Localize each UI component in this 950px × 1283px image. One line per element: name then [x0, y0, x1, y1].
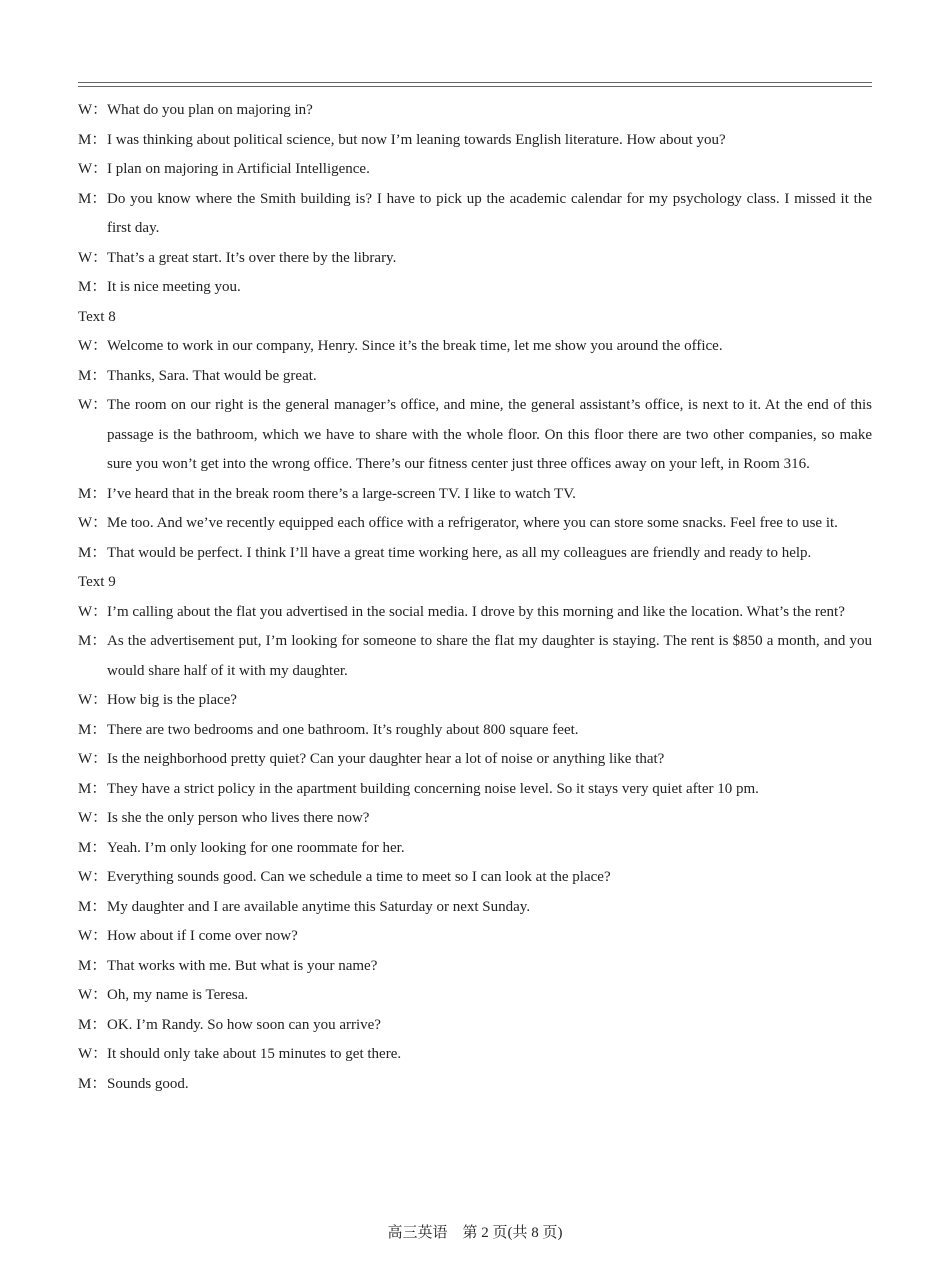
- dialogue-line: [78, 509, 872, 539]
- speaker-label: M：: [78, 957, 107, 974]
- dialogue-line: [78, 627, 872, 686]
- line-text: As the advertisement put, I’m looking for someone to share the flat my daughter is staying. The rent is $850 a month, and you would share half of it with my daughter.: [107, 633, 872, 679]
- line-text: My daughter and I are available anytime this Saturday or next Sunday.: [107, 898, 531, 915]
- dialogue-line: [78, 155, 872, 185]
- speaker-label: W：: [78, 249, 108, 266]
- dialogue-line: [78, 598, 872, 628]
- dialogue-line: [78, 1099, 872, 1129]
- line-text: Do you know where the Smith building is? I have to pick up the academic calendar for my psychology class. I missed it the first day.: [107, 190, 872, 236]
- speaker-label: W：: [78, 810, 108, 826]
- line-text: They have a strict policy in the apartment building concerning noise level. So it stays very quiet after 10 pm.: [107, 780, 759, 797]
- speaker-label: W：: [78, 751, 108, 767]
- line-text: How about if I come over now?: [107, 928, 298, 944]
- dialogue-line: [78, 922, 872, 952]
- line-text: There are two bedrooms and one bathroom. It’s roughly about 800 square feet.: [107, 721, 579, 738]
- speaker-label: M：: [78, 780, 107, 797]
- line-text: That works with me. But what is your name?: [107, 957, 378, 974]
- line-text: Sounds good.: [107, 1075, 189, 1092]
- speaker-label: M：: [78, 190, 107, 207]
- dialogue-line: [78, 1011, 872, 1041]
- line-text: That’s a great start. It’s over there by the library.: [107, 249, 397, 266]
- speaker-label: M：: [78, 839, 107, 856]
- speaker-label: W：: [78, 987, 108, 1003]
- dialogue-line: [78, 952, 872, 982]
- line-text: Everything sounds good. Can we schedule a time to meet so I can look at the place?: [107, 869, 611, 885]
- dialogue-line: [78, 834, 872, 864]
- dialogue-line: [78, 804, 872, 834]
- speaker-label: M：: [78, 1016, 107, 1033]
- section-heading: Text 8: [78, 308, 116, 325]
- header-rule-top: [78, 82, 872, 83]
- dialogue-line: [78, 893, 872, 923]
- speaker-label: W：: [78, 1046, 108, 1062]
- dialogue-line: [78, 332, 872, 362]
- line-text: Welcome to work in our company, Henry. Since it’s the break time, let me show you around the office.: [107, 338, 723, 354]
- line-text: Thanks, Sara. That would be great.: [107, 367, 317, 384]
- dialogue-line: [78, 775, 872, 805]
- line-text: Yeah. I’m only looking for one roommate for her.: [107, 839, 405, 856]
- speaker-label: W：: [78, 869, 108, 885]
- line-text: It should only take about 15 minutes to get there.: [107, 1046, 402, 1062]
- dialogue-line: [78, 480, 872, 510]
- dialogue-line: [78, 273, 872, 303]
- speaker-label: W：: [78, 102, 108, 118]
- speaker-label: M：: [78, 721, 107, 738]
- dialogue-line: [78, 745, 872, 775]
- section-heading: Text 9: [78, 574, 116, 590]
- line-text: I was thinking about political science, but now I’m leaning towards English literature. How about you?: [107, 131, 726, 148]
- line-text: I’ve heard that in the break room there’s a large-screen TV. I like to watch TV.: [107, 485, 576, 502]
- speaker-label: W：: [78, 603, 108, 620]
- speaker-label: W：: [78, 515, 108, 531]
- speaker-label: W：: [78, 397, 108, 413]
- line-text: Me too. And we’ve recently equipped each office with a refrigerator, where you can store some snacks. Feel free to use it.: [107, 515, 838, 531]
- speaker-label: W：: [78, 692, 108, 708]
- dialogue-line: [78, 96, 872, 126]
- dialogue-line: [78, 391, 872, 480]
- header-double-rule: [78, 82, 872, 87]
- speaker-label: M：: [78, 544, 107, 561]
- line-text: OK. I’m Randy. So how soon can you arrive?: [107, 1016, 381, 1033]
- header-rule-bottom: [78, 86, 872, 87]
- line-text: Is she the only person who lives there now?: [107, 810, 370, 826]
- line-text: That would be perfect. I think I’ll have a great time working here, as all my colleagues are friendly and ready to help.: [107, 544, 812, 561]
- line-text: What do you plan on majoring in?: [107, 102, 313, 118]
- speaker-label: W：: [78, 928, 108, 944]
- speaker-label: M：: [78, 367, 107, 384]
- line-text: I’m calling about the flat you advertised in the social media. I drove by this morning and like the location. What’s the rent?: [107, 603, 845, 620]
- page-footer: 高三英语 第 2 页(共 8 页): [387, 1225, 563, 1241]
- speaker-label: M：: [78, 279, 107, 295]
- line-text: Is the neighborhood pretty quiet? Can your daughter hear a lot of noise or anything like that?: [107, 751, 665, 767]
- dialogue-line: [78, 126, 872, 156]
- line-text: It is nice meeting you.: [107, 279, 241, 295]
- speaker-label: W：: [78, 338, 108, 354]
- speaker-label: M：: [78, 485, 107, 502]
- dialogue-transcript: [78, 96, 872, 1129]
- line-text: Oh, my name is Teresa.: [107, 987, 249, 1003]
- dialogue-line: [78, 686, 872, 716]
- speaker-label: M：: [78, 131, 107, 148]
- line-text: I plan on majoring in Artificial Intelligence.: [107, 161, 370, 177]
- speaker-label: M：: [78, 633, 107, 649]
- dialogue-line: [78, 863, 872, 893]
- speaker-label: M：: [78, 1075, 107, 1092]
- dialogue-line: [78, 185, 872, 244]
- dialogue-line: [78, 981, 872, 1011]
- line-text: The room on our right is the general manager’s office, and mine, the general assistant’s office, is next to it. At the end of this passage is the bathroom, which we have to share with the whole floor. On this floor there are two other companies, so make sure you won’t get into the wrong office. There’s our fitness center just three offices away on your left, in Room 316.: [107, 397, 872, 472]
- dialogue-line: [78, 539, 872, 569]
- dialogue-line: [78, 244, 872, 274]
- speaker-label: M：: [78, 898, 107, 915]
- dialogue-line: [78, 1070, 872, 1100]
- line-text: How big is the place?: [107, 692, 237, 708]
- speaker-label: W：: [78, 161, 108, 177]
- dialogue-line: [78, 1040, 872, 1070]
- dialogue-line: [78, 362, 872, 392]
- dialogue-line: [78, 716, 872, 746]
